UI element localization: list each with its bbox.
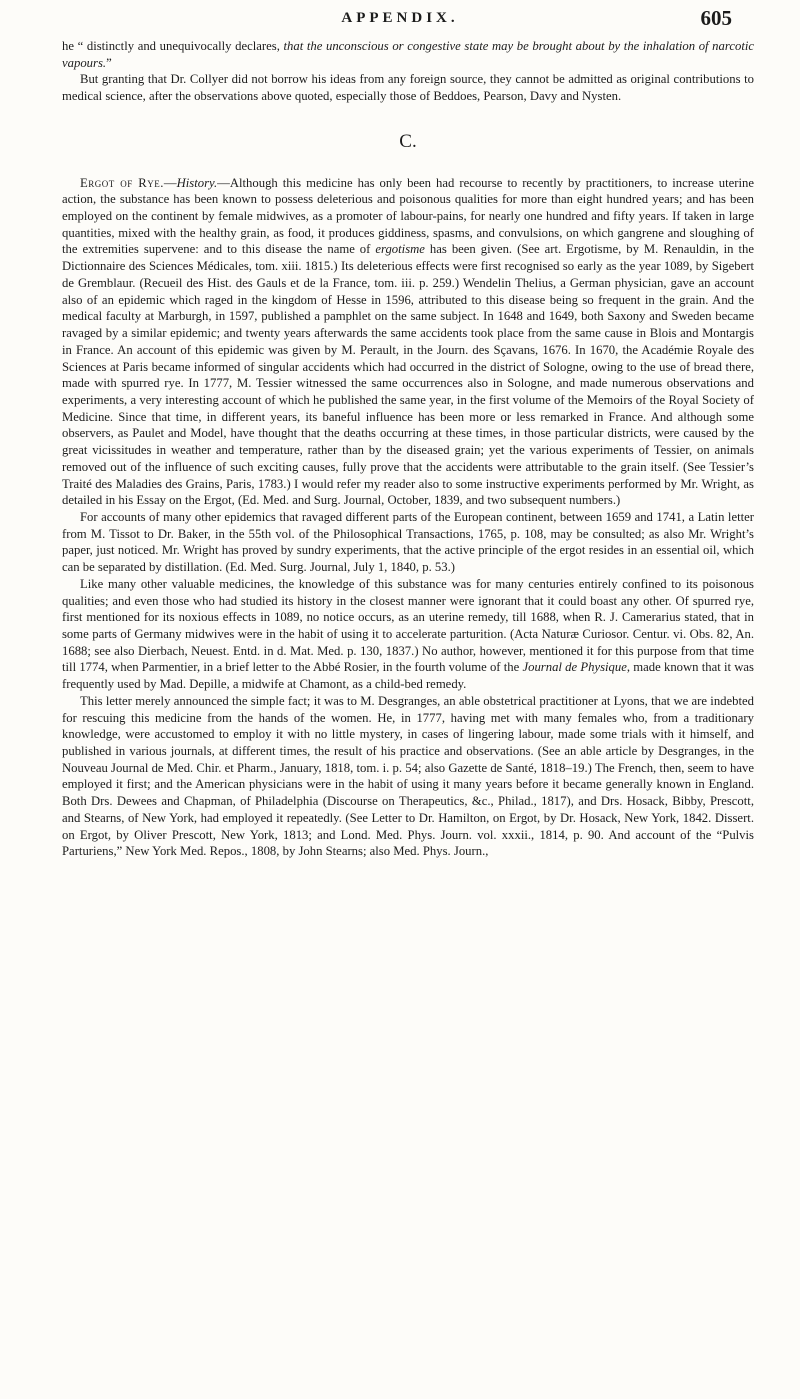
paragraph-text: ” (106, 55, 112, 70)
italic-journal-title: Journal de Physique (522, 660, 627, 675)
paragraph: But granting that Dr. Collyer did not borrow his ideas from any foreign source, they cannot be admitted as original contributions to medical science, after the observations above quoted, especially those of Beddoes, Pearson, Davy and Nysten. (62, 72, 754, 104)
paragraph-text: has been given. (See art. Ergotisme, by M. Renauldin, in the Dictionnaire des Sciences Médicales, tom. xiii. 1815.) Its deleterious effects were first recognised so early as the year 1089, by Sigebert de Gremblaur. (Recueil des Hist. des Gauls et de la France, tom. iii. p. 259.) Wendelin Thelius, a German physician, gave an account also of an epidemic which raged in the kingdom of Hesse in 1596, attributed to this disease being so frequent in the grain. And the medical faculty at Marburgh, in 1597, published a pamphlet on the same subject. In 1648 and 1649, both Saxony and Sweden became ravaged by a similar epidemic; and twenty years afterwards the same accidents took place from the same cause in Blois and Montargis in France. An account of this epidemic was given by M. Perault, in the Journ. des Sçavans, 1676. In 1670, the Académie Royale des Sciences at Paris became informed of singular accidents which had occurred in the district of Sologne, owing to the use of bread there, made with spurred rye. In 1777, M. Tessier witnessed the same occurrences also in Sologne, and made numerous observations and experiments, a very interesting account of which he published the same year, in the first volume of the Memoirs of the Royal Society of Medicine. Since that time, in different years, its baneful influence has been more or less remarked in France. And although some observers, as Paulet and Model, have thought that the deaths occurring at these times, in those particular districts, were caused by the great vicissitudes in weather and temperature, rather than by the diseased grain; yet the various experiments of Tessier, on animals removed out of the influence of such exciting causes, fully prove that the accidents were attributable to the grain itself. (See Tessier’s Traité des Maladies des Grains, Paris, 1783.) I would refer my reader also to some instructive experiments performed by Mr. Wright, as detailed in his Essay on the Ergot, (Ed. Med. and Surg. Journal, October, 1839, and two subsequent numbers.) (62, 242, 754, 508)
running-head (0, 4, 800, 34)
entry-title: Ergot of Rye. (80, 175, 164, 190)
paragraph-ergot-history (62, 175, 754, 509)
paragraph-text: —Although this medicine has only been had recourse to recently by practitioners, to increase uterine action, the substance has been known to possess deleterious and poisonous qualities for more than eight hundred years; and has been employed on the continent by female midwives, as a promoter of labour-pains, for nearly one hundred and fifty years. If taken in large quantities, mixed with the healthy grain, as food, it produces giddiness, spasms, and convulsions, on which gangrene and sloughing of the extremities supervene: and to this disease the name of (62, 175, 754, 257)
running-title: APPENDIX. (341, 10, 459, 26)
section-heading: C. (399, 130, 417, 152)
entry-subtitle: History. (176, 175, 218, 190)
page-body (62, 38, 754, 860)
paragraph: This letter merely announced the simple fact; it was to M. Desgranges, an able obstetrical practitioner at Lyons, that we are indebted for rescuing this medicine from the hands of the women. He, in 1777, having met with many females who, from a traditionary knowledge, were accustomed to employ it with no little mystery, in cases of lingering labour, made some trials with it himself, and published in various journals, at different times, the result of his practice and observations. (See an able article by Desgranges, in the Nouveau Journal de Med. Chir. et Pharm., January, 1818, tom. i. p. 54; also Gazette de Santé, 1818–19.) The French, then, seem to have employed it first; and the American physicians were in the habit of using it many years before it became generally known in England. Both Drs. Dewees and Chapman, of Philadelphia (Discourse on Therapeutics, &c., Philad., 1817), and Drs. Hosack, Bibby, Prescott, and Stearns, of New York, had employed it repeatedly. (See Letter to Dr. Hamilton, on Ergot, by Dr. Hosack, New York, 1842. Dissert. on Ergot, by Oliver Prescott, New York, 1813; and Lond. Med. Phys. Journ. vol. xxxii., 1814, p. 90. And account of the “Pulvis Parturiens,” New York Med. Repos., 1808, by John Stearns; also Med. Phys. Journ., (62, 693, 754, 859)
paragraph-text: Like many other valuable medicines, the knowledge of this substance was for many centuries entirely confined to its poisonous qualities; and even those who had studied its history in the closest manner were ignorant that it could boast any other. Of spurred rye, first mentioned for its noxious effects in 1089, no notice occurs, as an uterine remedy, till 1688, when R. J. Camerarius stated, that in some parts of Germany midwives were in the habit of using it to accelerate parturition. (Acta Naturæ Curiosor. Centur. vi. Obs. 82, An. 1688; see also Dierbach, Neuest. Entd. in d. Mat. Med. p. 130, 1837.) No author, however, mentioned it for this purpose from that time till 1774, when Parmentier, in a brief letter to the Abbé Rosier, in the fourth volume of the (62, 576, 754, 675)
paragraph-text: , made known that it was frequently used by Mad. Depille, a midwife at Chamont, as a child-bed remedy. (62, 660, 754, 692)
dash: — (163, 175, 177, 190)
page-number: 605 (700, 6, 732, 30)
italic-term: ergotisme (375, 242, 425, 257)
paragraph-text: he “ distinctly and unequivocally declares, (62, 39, 284, 53)
italic-quotation: that the unconscious or congestive state may be brought about by the inhalation of narcotic vapours. (62, 39, 754, 70)
paragraph-continuation (62, 38, 754, 71)
paragraph (62, 576, 754, 693)
paragraph: For accounts of many other epidemics that ravaged different parts of the European continent, between 1659 and 1741, a Latin letter from M. Tissot to Dr. Baker, in the 55th vol. of the Philosophical Transactions, 1765, p. 108, may be consulted; as also Mr. Wright’s paper, just noticed. Mr. Wright has proved by sundry experiments, that the active principle of the ergot resides in an essential oil, which can be separated by distillation. (Ed. Med. Surg. Journal, July 1, 1840, p. 53.) (62, 509, 754, 575)
